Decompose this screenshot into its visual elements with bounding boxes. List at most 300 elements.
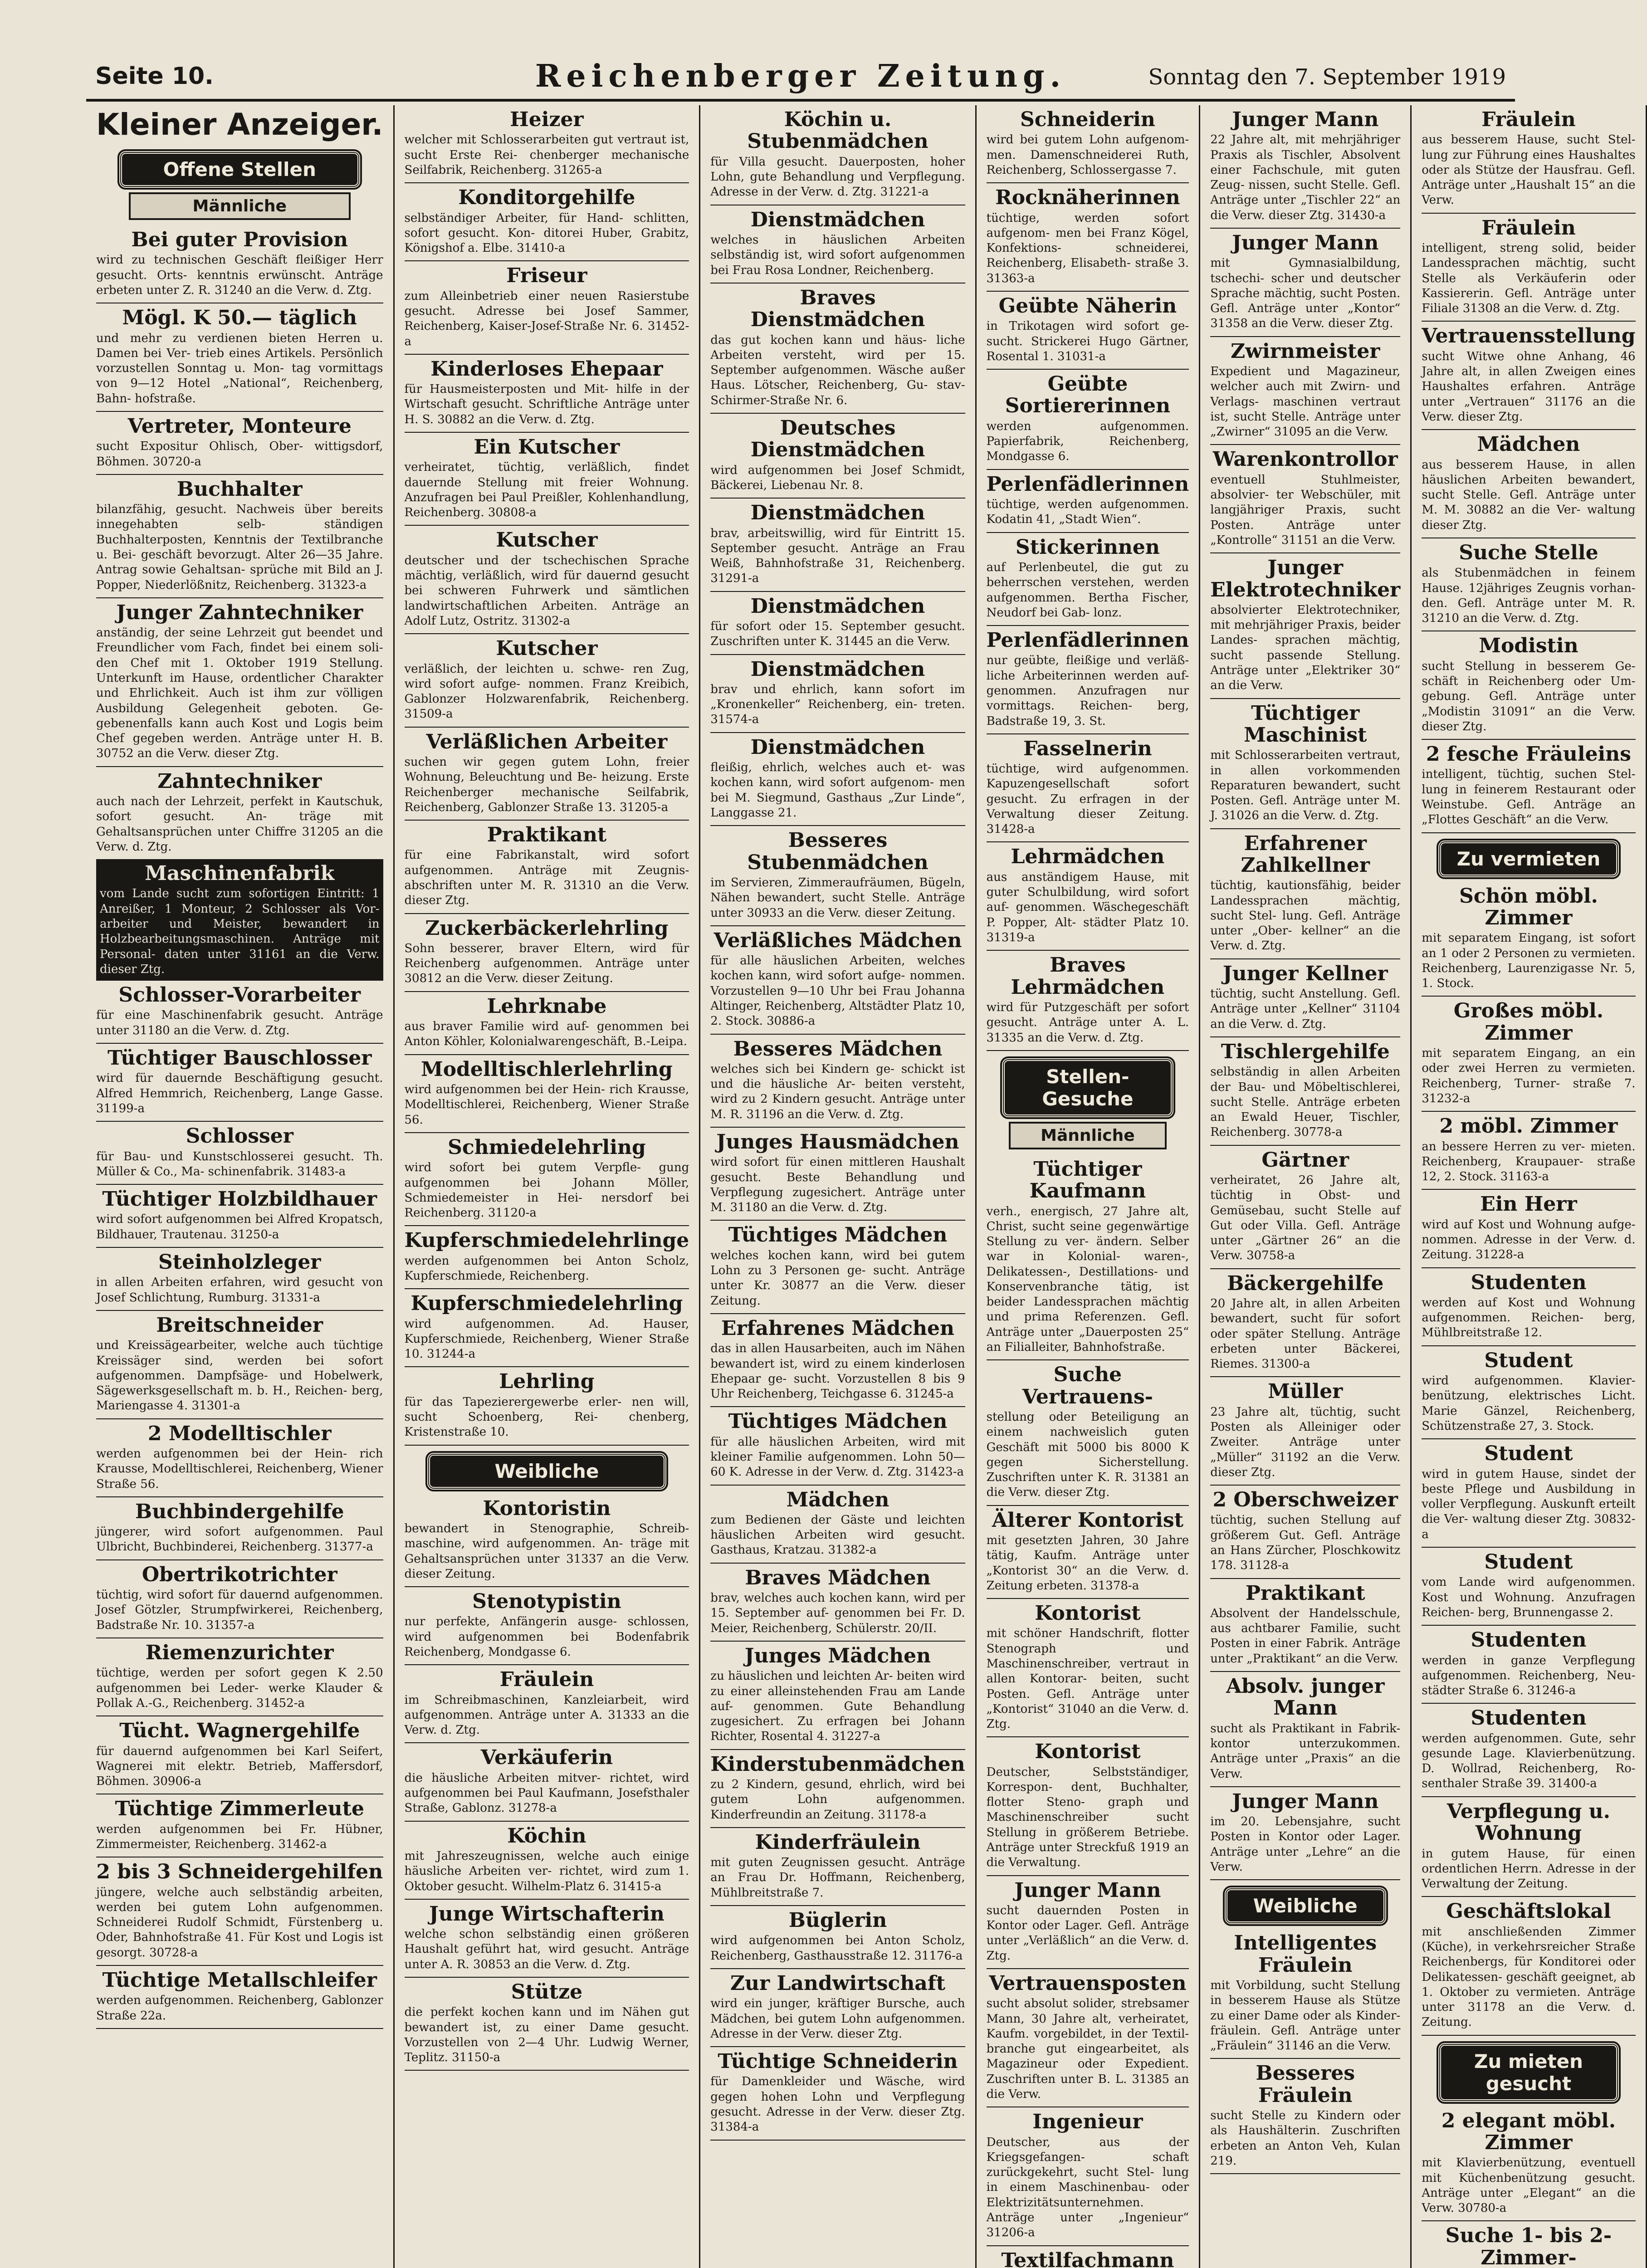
ad-title: Riemenzurichter — [96, 1642, 383, 1664]
ad-title: Kutscher — [405, 529, 689, 551]
ad-text: für alle häuslichen Arbeiten, wird mit kleiner Familie aufgenommen. Lohn 50—60 K. Adresse in der Verw. d. Ztg. 31423-a — [710, 1435, 965, 1480]
ad-text: wird für dauernde Beschäftigung gesucht. Alfred Hemmrich, Reichenberg, Lange Gasse. 31199-a — [96, 1071, 383, 1116]
ad-title: Schmiedelehrling — [405, 1137, 689, 1158]
ad-title: Junger Mann — [1210, 109, 1400, 131]
ad-text: sucht Expositur Ohlisch, Ober- wittigsdorf, Böhmen. 30720-a — [96, 439, 383, 469]
ad-text: verheiratet, 26 Jahre alt, tüchtig in Obst- und Gemüsebau, sucht Stelle auf Gut oder Villa. Gefl. Anträge unter „Gärtner 26“ an die Verw. 30758-a — [1210, 1173, 1400, 1264]
ad-title: Fasselnerin — [987, 738, 1189, 760]
ad-title: Rocknäherinnen — [987, 187, 1189, 209]
classified-ad — [96, 1716, 383, 1794]
ad-title: Schneiderin — [987, 109, 1189, 131]
ad-text: werden aufgenommen bei der Hein- rich Krausse, Modelltischlerei, Reichenberg, Wiener Straße 56. — [96, 1447, 383, 1492]
ad-title: Suche 1- bis 2-Zimmer- — [1422, 2225, 1635, 2268]
classified-ad — [1422, 1112, 1635, 1190]
classified-ad — [710, 1750, 965, 1828]
ad-text: 20 Jahre alt, in allen Arbeiten bewandert, sucht für sofort oder später Stellung. Anträge erbeten unter Bäckerei, Riemes. 31300-a — [1210, 1296, 1400, 1372]
classified-ad — [1422, 430, 1635, 538]
ad-text: sucht Stellung in besserem Ge- schäft in Reichenberg oder Um- gebung. Gefl. Anträge unter „Modistin 31091“ an die Verw. dieser Ztg. — [1422, 659, 1635, 734]
ad-title: Erfahrener Zahlkellner — [1210, 833, 1400, 877]
ad-text: für sofort oder 15. September gesucht. Zuschriften unter K. 31445 an die Verw. — [710, 619, 965, 650]
classified-ad — [96, 860, 383, 981]
classified-column — [395, 105, 701, 2268]
classified-ad — [710, 1906, 965, 1969]
ad-text: die häusliche Arbeiten mitver- richtet, wird aufgenommen bei Paul Kaufmann, Josefsthaler Straße, Gablonz. 31278-a — [405, 1771, 689, 1816]
ad-text: welches in häuslichen Arbeiten selbständig ist, wird sofort aufgenommen bei Frau Rosa Londner, Reichenberg. — [710, 233, 965, 278]
ad-text: eventuell Stuhlmeister, absolvier- ter Webschüler, mit langjähriger Praxis, sucht Posten. Anträge unter „Kontrolle“ 31151 an die Verw. — [1210, 473, 1400, 548]
classified-ad — [710, 1035, 965, 1128]
classified-ad — [710, 1828, 965, 1906]
ad-text: in allen Arbeiten erfahren, wird gesucht von Josef Schlichtung, Rumburg. 31331-a — [96, 1275, 383, 1305]
ad-title: Köchin — [405, 1825, 689, 1847]
classified-ad — [1422, 1704, 1635, 1797]
classified-ad — [405, 1822, 689, 1900]
ad-title: Textilfachmann — [987, 2250, 1189, 2268]
ad-text: für Hausmeisterposten und Mit- hilfe in der Wirtschaft gesucht. Schriftliche Anträge unter H. S. 30882 an die Verw. d. Ztg. — [405, 382, 689, 427]
classified-ad — [405, 1743, 689, 1821]
ad-text: auch nach der Lehrzeit, perfekt in Kautschuk, sofort gesucht. An- träge mit Gehaltsansprüchen unter Chiffre 31205 an die Verw. d. Ztg. — [96, 794, 383, 855]
ad-text: mit gesetzten Jahren, 30 Jahre tätig, Kaufm. Anträge unter „Kontorist 30“ an die Verw. d. Zeitung erbeten. 31378-a — [987, 1533, 1189, 1593]
ad-text: mit Jahreszeugnissen, welche auch einige häusliche Arbeiten ver- richtet, wird zum 1. Oktober gesucht. Wilhelm-Platz 6. 31415-a — [405, 1849, 689, 1894]
classified-ad — [1210, 959, 1400, 1037]
section-heading: Offene Stellen — [119, 151, 360, 188]
ad-title: Tüchtige Schneiderin — [710, 2051, 965, 2072]
ad-title: Verläßliches Mädchen — [710, 930, 965, 952]
ad-text: nur geübte, fleißige und verläß- liche Arbeiterinnen werden auf- genommen. Anzufragen nur vormittags. Reichen- berg, Badstraße 19, 3. St. — [987, 653, 1189, 728]
ad-text: suchen wir gegen gutem Lohn, freier Wohnung, Beleuchtung und Be- heizung. Erste Reichenberger mechanische Seilfabrik, Reichenberg, Gablonzer Straße 13. 31205-a — [405, 755, 689, 815]
ad-title: Verkäuferin — [405, 1747, 689, 1769]
ad-text: wird sofort für einen mittleren Haushalt gesucht. Beste Behandlung und Verpflegung zugesichert. Anträge unter M. 31180 an die Verw. d. Ztg. — [710, 1155, 965, 1215]
ad-text: mit separatem Eingang, ist sofort an 1 oder 2 Personen zu vermieten. Reichenberg, Laurenzigasse Nr. 5, 1. Stock. — [1422, 931, 1635, 991]
ad-text: zum Alleinbetrieb einer neuen Rasierstube gesucht. Adresse bei Josef Sammer, Reichenberg, Kaiser-Josef-Straße Nr. 6. 31452-a — [405, 289, 689, 349]
ad-title: Ein Kutscher — [405, 436, 689, 458]
classified-ad — [987, 626, 1189, 734]
ad-title: Student — [1422, 1551, 1635, 1573]
ad-title: Warenkontrollor — [1210, 449, 1400, 470]
classified-ad — [710, 592, 965, 655]
classified-ad — [96, 1638, 383, 1716]
ad-title: Schlosser — [96, 1125, 383, 1147]
classified-ad — [405, 183, 689, 261]
ad-text: fleißig, ehrlich, welches auch et- was kochen kann, wird sofort aufgenom- men bei M. Siegmund, Gasthaus „Zur Linde“, Langgasse 21. — [710, 760, 965, 821]
ad-title: Mädchen — [1422, 434, 1635, 455]
ad-title: Büglerin — [710, 1910, 965, 1931]
classified-ad — [1210, 1579, 1400, 1672]
ad-text: das gut kochen kann und häus- liche Arbeiten versteht, wird per 15. September aufgenommen. Wäsche außer Haus. Lötscher, Reichenberg, Gu- stav-Schirmer-Straße Nr. 6. — [710, 333, 965, 408]
section-heading: Zu mieten gesucht — [1438, 2043, 1619, 2102]
classified-ad — [710, 655, 965, 733]
classified-ad — [405, 1289, 689, 1367]
classified-ad — [710, 733, 965, 826]
classified-ad — [1210, 105, 1400, 229]
ad-title: Stickerinnen — [987, 537, 1189, 558]
ad-text: für Villa gesucht. Dauerposten, hoher Lohn, gute Behandlung und Verpflegung. Adresse in der Verw. d. Ztg. 31221-a — [710, 155, 965, 200]
ad-title: Perlenfädlerinnen — [987, 630, 1189, 651]
classified-ad — [987, 1360, 1189, 1505]
ad-title: Buchbindergehilfe — [96, 1501, 383, 1523]
ad-title: Zuckerbäckerlehrling — [405, 918, 689, 939]
ad-title: Besseres Fräulein — [1210, 2063, 1400, 2107]
ad-text: wird in gutem Hause, sindet der beste Pflege und Ausbildung in voller Verpflegung. Auskunft erteilt die Ver- waltung dieser Ztg. 30832-a — [1422, 1467, 1635, 1542]
classified-ad — [1422, 538, 1635, 631]
ad-title: Tüchtiges Mädchen — [710, 1224, 965, 1246]
classified-ad — [710, 1642, 965, 1750]
classified-ad — [96, 598, 383, 767]
ad-title: Geübte Sortiererinnen — [987, 373, 1189, 417]
ad-text: zum Bedienen der Gäste und leichten häuslichen Arbeiten wird gesucht. Gasthaus, Kratzau. 31382-a — [710, 1513, 965, 1558]
ad-title: Intelligentes Fräulein — [1210, 1932, 1400, 1976]
ad-title: Zahntechniker — [96, 771, 383, 792]
ad-text: werden aufgenommen bei Anton Scholz, Kupferschmiede, Reichenberg. — [405, 1254, 689, 1284]
classified-ad — [710, 414, 965, 499]
ad-title: Kinderfräulein — [710, 1832, 965, 1853]
ad-text: mit guten Zeugnissen gesucht. Anträge an Frau Dr. Hoffmann, Reichenberg, Mühlbreitstraße 7. — [710, 1855, 965, 1901]
ad-title: Köchin u. Stubenmädchen — [710, 109, 965, 153]
ad-title: Suche Stelle — [1422, 542, 1635, 564]
ad-text: wird aufgenommen bei der Hein- rich Krausse, Modelltischlerei, Reichenberg, Wiener Straße 56. — [405, 1082, 689, 1128]
ad-title: Braves Lehrmädchen — [987, 954, 1189, 998]
ad-title: Vertrauensstellung — [1422, 325, 1635, 347]
ad-title: Kinderstubenmädchen — [710, 1754, 965, 1775]
ad-text: selbständiger Arbeiter, für Hand- schlitten, sofort gesucht. Kon- ditorei Huber, Grabitz, Königshof a. Elbe. 31410-a — [405, 211, 689, 256]
classified-ad — [987, 734, 1189, 843]
classified-ad — [987, 951, 1189, 1051]
ad-text: für eine Fabrikanstalt, wird sofort aufgenommen. Anträge mit Zeugnis- abschriften unter M. R. 31310 an die Verw. dieser Ztg. — [405, 848, 689, 908]
newspaper-title: Reichenberger Zeitung. — [86, 58, 1515, 94]
classified-ad — [405, 433, 689, 526]
ad-title: Bei guter Provision — [96, 229, 383, 251]
ad-text: mit schöner Handschrift, flotter Stenograph und Maschinenschreiber, vertraut in allen Kontorar- beiten, sucht Posten. Gefl. Anträge unter „Kontorist“ 31040 an die Verw. d. Ztg. — [987, 1626, 1189, 1732]
classified-ad — [1422, 322, 1635, 430]
ad-title: Ein Herr — [1422, 1193, 1635, 1215]
ad-text: nur perfekte, Anfängerin ausge- schlossen, wird aufgenommen bei Bodenfabrik Reichenberg, Mondgasse 6. — [405, 1614, 689, 1660]
ad-text: aus anständigem Hause, mit guter Schulbildung, wird sofort auf- genommen. Wäschegeschäft P. Popper, Alt- städter Platz 10. 31319-a — [987, 870, 1189, 945]
ad-text: mit Schlosserarbeiten vertraut, in allen vorkommenden Reparaturen bewandert, sucht Posten. Gefl. Anträge unter M. J. 31026 an die Verw. d. Ztg. — [1210, 748, 1400, 823]
ad-title: Modistin — [1422, 635, 1635, 657]
ad-text: wird aufgenommen bei Anton Scholz, Reichenberg, Gasthausstraße 12. 31176-a — [710, 1933, 965, 1964]
ad-title: Braves Dienstmädchen — [710, 287, 965, 331]
ad-text: werden aufgenommen. Papierfabrik, Reichenberg, Mondgasse 6. — [987, 419, 1189, 464]
ad-title: Praktikant — [405, 824, 689, 846]
classified-ad — [405, 1133, 689, 1226]
ad-title: Fräulein — [405, 1669, 689, 1691]
subsection-heading: Männliche — [129, 192, 351, 220]
ad-text: das in allen Hausarbeiten, auch im Nähen bewandert ist, wird zu einem kinderlosen Ehepaar ge- sucht. Vorzustellen 8 bis 9 Uhr Reichenberg, Teichgasse 6. 31245-a — [710, 1341, 965, 1402]
ad-title: Junger Elektrotechniker — [1210, 557, 1400, 601]
classified-ad — [1210, 1037, 1400, 1146]
classified-ad — [987, 2107, 1189, 2246]
ad-text: absolvierter Elektrotechniker, mit mehrjähriger Praxis, beider Landes- sprachen mächtig, sucht passende Stellung. Anträge unter „Elektriker 30“ an die Verw. — [1210, 603, 1400, 694]
ad-title: Konditorgehilfe — [405, 187, 689, 209]
ad-title: Mögl. K 50.— täglich — [96, 307, 383, 329]
classified-ad — [710, 1564, 965, 1642]
ad-title: Student — [1422, 1443, 1635, 1465]
ad-text: brav, arbeitswillig, wird für Eintritt 15. September gesucht. Anträge an Frau Weiß, Bahnhofstraße 31, Reichenberg. 31291-a — [710, 526, 965, 587]
ad-text: bewandert in Stenographie, Schreib- maschine, wird aufgenommen. An- träge mit Gehaltsansprüchen unter 31337 an die Verw. dieser Zeitung. — [405, 1521, 689, 1582]
ad-text: wird aufgenommen bei Josef Schmidt, Bäckerei, Liebenau Nr. 8. — [710, 463, 965, 494]
classified-ad — [987, 533, 1189, 626]
classified-ad — [987, 105, 1189, 183]
ad-text: welches sich bei Kindern ge- schickt ist und die häusliche Ar- beiten versteht, wird zu 2 Kindern gesucht. Anträge unter M. R. 31196 an die Verw. d. Ztg. — [710, 1062, 965, 1122]
classified-ad — [1422, 1190, 1635, 1268]
classified-ad — [96, 1966, 383, 2029]
classified-ad — [710, 499, 965, 591]
classified-column — [1200, 105, 1412, 2268]
ad-text: für alle häuslichen Arbeiten, welches kochen kann, wird sofort aufge- nommen. Vorzustellen 9—10 Uhr bei Frau Johanna Altinger, Reichenberg, Altstädter Platz 10, 2. Stock. 30886-a — [710, 953, 965, 1029]
ad-title: Tüchtiger Kaufmann — [987, 1158, 1189, 1202]
ad-text: Deutscher, Selbstständiger, Korrespon- dent, Buchhalter, flotter Steno- graph und Maschinenschreiber sucht Stellung in größerem Betriebe. Anträge unter Streckfuß 1919 an die Verwaltung. — [987, 1765, 1189, 1871]
classified-ad — [1422, 2107, 1635, 2222]
ad-text: welches kochen kann, wird bei gutem Lohn zu 3 Personen ge- sucht. Anträge unter Kr. 30877 an die Verw. dieser Zeitung. — [710, 1248, 965, 1309]
classified-ad — [1210, 1787, 1400, 1880]
classified-ad — [96, 1794, 383, 1857]
ad-title: Junges Mädchen — [710, 1645, 965, 1667]
classified-ad — [96, 1185, 383, 1248]
ad-text: für eine Maschinenfabrik gesucht. Anträge unter 31180 an die Verw. d. Ztg. — [96, 1008, 383, 1038]
classified-ad — [1422, 214, 1635, 322]
ad-text: tüchtig, kautionsfähig, beider Landessprachen mächtig, sucht Stel- lung. Gefl. Anträge unter „Ober- kellner“ an die Verw. d. Ztg. — [1210, 878, 1400, 953]
classified-ad — [96, 475, 383, 598]
ad-text: als Stubenmädchen in feinem Hause. 12jähriges Zeugnis vorhan- den. Gefl. Anträge unter M. R. 31210 an die Verw. d. Ztg. — [1422, 566, 1635, 626]
classified-ad — [96, 1311, 383, 1419]
ad-title: Buchhalter — [96, 479, 383, 500]
classified-ad — [405, 526, 689, 634]
ad-title: Fräulein — [1422, 109, 1635, 131]
ad-title: Vertrauensposten — [987, 1973, 1189, 1994]
ad-text: wird auf Kost und Wohnung aufge- nommen. Adresse in der Verw. d. Zeitung. 31228-a — [1422, 1217, 1635, 1263]
ad-title: Zur Landwirtschaft — [710, 1973, 965, 1994]
classified-ad — [405, 1900, 689, 1978]
ad-title: 2 Modelltischler — [96, 1423, 383, 1445]
classified-ad — [1210, 553, 1400, 699]
classified-ad — [405, 105, 689, 183]
ad-title: Perlenfädlerinnen — [987, 474, 1189, 495]
ad-text: mit Vorbildung, sucht Stellung in besserem Hause als Stütze zu einer Dame oder als Kinder- fräulein. Gefl. Anträge unter „Fräulein“ 31146 an die Verw. — [1210, 1978, 1400, 2053]
subsection-heading: Männliche — [1009, 1122, 1166, 1149]
ad-text: werden in ganze Verpflegung aufgenommen. Reichenberg, Neu- städter Straße 6. 31246-a — [1422, 1653, 1635, 1699]
ad-title: Tüchtiger Holzbildhauer — [96, 1188, 383, 1210]
ad-text: tüchtige, wird aufgenommen. Kapuzengesellschaft sofort gesucht. Zu erfragen in der Verwaltung dieser Zeitung. 31428-a — [987, 762, 1189, 837]
section-masthead: Kleiner Anzeiger. — [96, 107, 383, 142]
classified-ad — [987, 1969, 1189, 2107]
ad-text: werden aufgenommen. Reichenberg, Gablonzer Straße 22a. — [96, 1993, 383, 2024]
ad-text: im 20. Lebensjahre, sucht Posten in Kontor oder Lager. Anträge unter „Lehre“ an die Verw. — [1210, 1814, 1400, 1875]
ad-text: an bessere Herren zu ver- mieten. Reichenberg, Kraupauer- straße 12, 2. Stock. 31163-a — [1422, 1139, 1635, 1185]
ad-title: Müller — [1210, 1381, 1400, 1403]
ad-title: Student — [1422, 1350, 1635, 1372]
section-heading: Zu vermieten — [1438, 841, 1619, 877]
ad-title: Dienstmädchen — [710, 659, 965, 680]
ad-title: Gärtner — [1210, 1149, 1400, 1171]
ad-text: und mehr zu verdienen bieten Herren u. Damen bei Ver- trieb eines Artikels. Persönlich vorzustellen Sonntag u. Mon- tag vormittags von 9—12 Hotel „National“, Reichenberg, Bahn- hofstraße. — [96, 331, 383, 406]
classified-ad — [405, 1665, 689, 1743]
classified-ad — [710, 1221, 965, 1314]
classified-ad — [1422, 2221, 1635, 2268]
ad-text: zu häuslichen und leichten Ar- beiten wird zu einer alleinstehenden Frau am Lande auf- genommen. Gute Behandlung zugesichert. Zu erfragen bei Johann Richter, Rosental 4. 31227-a — [710, 1669, 965, 1744]
ad-text: wird für Putzgeschäft per sofort gesucht. Anträge unter A. L. 31335 an die Verw. d. Ztg. — [987, 1000, 1189, 1046]
ad-text: welche schon selbständig einen größeren Haushalt geführt hat, wird gesucht. Anträge unter A. R. 30853 an die Verw. d. Ztg. — [405, 1927, 689, 1972]
ad-text: verh., energisch, 27 Jahre alt, Christ, sucht seine gegenwärtige Stellung zu ver- ändern. Selber war in Kolonial- waren-, Delikatessen-, Destillations- und Konservenbranche tätig, ist beider Landessprachen mächtig und prima Referenzen. Gefl. Anträge unter „Dauerposten 25“ an Filialleiter, Bahnhofstraße. — [987, 1204, 1189, 1355]
ad-text: deutscher und der tschechischen Sprache mächtig, verläßlich, wird für dauernd gesucht bei schweren Fuhrwerk und sämtlichen landwirtschaftlichen Arbeiten. Anträge an Adolf Lutz, Ostritz. 31302-a — [405, 553, 689, 629]
ad-text: Expedient und Magazineur, welcher auch mit Zwirn- und Verlags- maschinen vertraut ist, sucht Stelle. Anträge unter „Zwirner“ 31095 an die Verw. — [1210, 364, 1400, 440]
classified-ad — [710, 1314, 965, 1407]
ad-title: Lehrmädchen — [987, 846, 1189, 868]
ad-text: im Servieren, Zimmeraufräumen, Bügeln, Nähen bewandert, sucht Stelle. Anträge unter 30933 an die Verw. dieser Zeitung. — [710, 875, 965, 921]
ad-text: aus braver Familie wird auf- genommen bei Anton Köhler, Kolonialwarengeschäft, B.-Leipa. — [405, 1019, 689, 1050]
classified-ad — [96, 412, 383, 475]
classified-ad — [1210, 1929, 1400, 2059]
ad-text: Deutscher, aus der Kriegsgefangen- schaft zurückgekehrt, sucht Stel- lung in einem Maschinenbau- oder Elektrizitätsunternehmen. Anträge unter „Ingenieur“ 31206-a — [987, 2135, 1189, 2241]
ad-title: Kontorist — [987, 1603, 1189, 1624]
classified-ad — [405, 1367, 689, 1445]
classified-column — [977, 105, 1201, 2268]
ad-text: und Kreissägearbeiter, welche auch tüchtige Kreissäger sind, werden bei sofort aufgenommen. Dampfsäge- und Hobelwerk, Sägewerksgesellschaft m. b. H., Reichen- berg, Mariengasse 4. 31301-a — [96, 1338, 383, 1413]
classified-ad — [1422, 1897, 1635, 2035]
ad-title: Verpflegung u. Wohnung — [1422, 1801, 1635, 1845]
ad-text: sucht absolut solider, strebsamer Mann, 30 Jahre alt, verheiratet, Kaufm. vorgebildet, in der Textil- branche gut eingearbeitet, als Magazineur oder Expedient. Zuschriften unter B. L. 31385 an die Verw. — [987, 1996, 1189, 2102]
ad-text: werden auf Kost und Wohnung aufgenommen. Reichen- berg, Mühlbreitstraße 12. — [1422, 1295, 1635, 1341]
ad-title: Stütze — [405, 1981, 689, 2003]
ad-text: jüngerer, wird sofort aufgenommen. Paul Ulbricht, Buchbinderei, Reichenberg. 31377-a — [96, 1525, 383, 1555]
ad-text: in gutem Hause, für einen ordentlichen Herrn. Adresse in der Verwaltung der Zeitung. — [1422, 1847, 1635, 1892]
classified-ad — [1210, 445, 1400, 553]
classified-ad — [96, 1419, 383, 1497]
classified-ad — [1422, 105, 1635, 214]
ad-title: Studenten — [1422, 1272, 1635, 1294]
ad-title: Kupferschmiedelehrlinge — [405, 1230, 689, 1251]
classified-ad — [405, 992, 689, 1055]
ad-title: Kutscher — [405, 638, 689, 660]
ad-text: wird bei gutem Lohn aufgenom- men. Damenschneiderei Ruth, Reichenberg, Schlossergasse 7. — [987, 132, 1189, 178]
ad-text: werden aufgenommen bei Fr. Hübner, Zimmermeister, Reichenberg. 31462-a — [96, 1822, 383, 1853]
section-heading: Weibliche — [427, 1453, 666, 1490]
ad-title: 2 möbl. Zimmer — [1422, 1115, 1635, 1137]
ad-title: Junge Wirtschafterin — [405, 1903, 689, 1925]
classified-ad — [987, 1737, 1189, 1876]
classified-column — [86, 105, 395, 2268]
classified-ad — [710, 1969, 965, 2047]
classified-ad — [1422, 997, 1635, 1112]
ad-title: Geschäftslokal — [1422, 1901, 1635, 1922]
ad-title: Kontorist — [987, 1741, 1189, 1763]
classified-ad — [96, 981, 383, 1044]
classified-ad — [96, 1497, 383, 1560]
classified-ad — [405, 914, 689, 992]
classified-ad — [405, 1587, 689, 1665]
ad-title: Junger Mann — [987, 1880, 1189, 1901]
ad-text: die perfekt kochen kann und im Nähen gut bewandert ist, zu einer Dame gesucht. Vorzustellen von 2—4 Uhr. Ludwig Werner, Teplitz. 31150-a — [405, 2005, 689, 2065]
classified-ad — [96, 767, 383, 860]
ad-title: Ingenieur — [987, 2111, 1189, 2133]
classified-ad — [1210, 337, 1400, 445]
ad-text: wird sofort bei gutem Verpfle- gung aufgenommen bei Johann Möller, Schmiedemeister in Hei- nersdorf bei Reichenberg. 31120-a — [405, 1160, 689, 1221]
ad-title: Breitschneider — [96, 1315, 383, 1336]
ad-title: Dienstmädchen — [710, 596, 965, 617]
ad-title: Zwirnmeister — [1210, 341, 1400, 362]
ad-title: Älterer Kontorist — [987, 1510, 1189, 1531]
ad-title: Mädchen — [710, 1489, 965, 1511]
page-number: Seite 10. — [95, 63, 214, 90]
classified-ad — [987, 183, 1189, 292]
ad-text: vom Lande sucht zum sofortigen Eintritt: 1 Anreißer, 1 Monteur, 2 Schlosser als Vor- arbeiter und Meister, bewandert in Holzbearbeitungsmaschinen. Anträge mit Personal- daten unter 31161 an die Verw. dieser Ztg. — [100, 886, 380, 977]
ad-text: tüchtige, werden aufgenommen. Kodatin 41, „Stadt Wien“. — [987, 497, 1189, 528]
ad-title: Lehrknabe — [405, 996, 689, 1017]
ad-text: sucht dauernden Posten in Kontor oder Lager. Gefl. Anträge unter „Verläßlich“ an die Verw. d. Ztg. — [987, 1903, 1189, 1964]
classified-ad — [1422, 740, 1635, 833]
ad-text: verläßlich, der leichten u. schwe- ren Zug, wird sofort aufge- nommen. Franz Kreibich, Gablonzer Holzwarenfabrik, Reichenberg. 31509-a — [405, 662, 689, 722]
ad-title: Geübte Näherin — [987, 295, 1189, 317]
classified-ad — [96, 225, 383, 303]
ad-title: Steinholzleger — [96, 1251, 383, 1273]
classified-ad — [405, 1055, 689, 1133]
ad-text: auf Perlenbeutel, die gut zu beherrschen verstehen, werden aufgenommen. Bertha Fischer, Neudorf bei Gab- lonz. — [987, 560, 1189, 621]
ad-title: Absolv. junger Mann — [1210, 1676, 1400, 1720]
ad-text: bilanzfähig, gesucht. Nachweis über bereits innegehabten selb- ständigen Buchhalterposten, Kenntnis der Textilbranche u. Bei- geschäft bevorzugt. Alter 26—35 Jahre. Antrag sowie Gehaltsan- sprüche mit Bild an J. Popper, Niederlößnitz, Reichenberg. 31323-a — [96, 502, 383, 593]
classified-ad — [710, 2047, 965, 2140]
ad-text: sucht Stelle zu Kindern oder als Haushälterin. Zuschriften erbeten an Anton Veh, Kulan 219. — [1210, 2108, 1400, 2169]
ad-text: werden aufgenommen. Gute, sehr gesunde Lage. Klavierbenützung. D. Wollrad, Reichenberg, Ro- senthaler Straße 39. 31400-a — [1422, 1731, 1635, 1792]
ad-text: tüchtige, werden sofort aufgenom- men bei Franz Kögel, Konfektions- schneiderei, Reichenberg, Elisabeth- straße 3. 31363-a — [987, 211, 1189, 286]
ad-title: 2 Oberschweizer — [1210, 1489, 1400, 1511]
ad-title: Lehrling — [405, 1371, 689, 1393]
ad-title: Braves Mädchen — [710, 1567, 965, 1589]
ad-title: Tücht. Wagnergehilfe — [96, 1720, 383, 1742]
classified-ad — [987, 2246, 1189, 2268]
classified-ad — [405, 634, 689, 727]
classified-ad — [96, 1248, 383, 1311]
section-heading: Stellen-Gesuche — [1002, 1058, 1173, 1117]
classified-ad — [987, 1506, 1189, 1599]
ad-title: Friseur — [405, 265, 689, 287]
ad-title: Tüchtiger Maschinist — [1210, 703, 1400, 747]
ad-title: 2 fesche Fräuleins — [1422, 743, 1635, 765]
ad-text: wird sofort aufgenommen bei Alfred Kropatsch, Bildhauer, Trautenau. 31250-a — [96, 1212, 383, 1242]
ad-title: Obertrikotrichter — [96, 1564, 383, 1586]
ad-text: Absolvent der Handelsschule, aus achtbarer Familie, sucht Posten in einer Fabrik. Anträge unter „Praktikant“ an die Verw. — [1210, 1606, 1400, 1667]
ad-text: für dauernd aufgenommen bei Karl Seifert, Wagnerei mit elektr. Betrieb, Maffersdorf, Böhmen. 30906-a — [96, 1744, 383, 1789]
classified-ad — [96, 1560, 383, 1638]
classified-ad — [1210, 699, 1400, 829]
classified-ad — [405, 355, 689, 433]
ad-title: Studenten — [1422, 1707, 1635, 1729]
ad-text: sucht als Praktikant in Fabrik- kontor unterzukommen. Anträge unter „Praxis“ an die Verw. — [1210, 1721, 1400, 1782]
ad-title: Dienstmädchen — [710, 737, 965, 758]
classified-column — [700, 105, 976, 2268]
ad-text: sucht Witwe ohne Anhang, 46 Jahre alt, in allen Zweigen eines Haushaltes erfahren. Anträge unter „Vertrauen“ 31176 an die Verw. dieser Ztg. — [1422, 349, 1635, 425]
ad-title: Tüchtiges Mädchen — [710, 1411, 965, 1432]
ad-title: Junger Mann — [1210, 1791, 1400, 1813]
ad-text: welcher mit Schlosserarbeiten gut vertraut ist, sucht Erste Rei- chenberger mechanische Seilfabrik, Reichenberg. 31265-a — [405, 132, 689, 178]
classified-ad — [1422, 631, 1635, 740]
ad-title: Besseres Stubenmädchen — [710, 830, 965, 874]
classified-ad — [96, 303, 383, 412]
classified-ad — [710, 105, 965, 205]
ad-text: 23 Jahre alt, tüchtig, sucht Posten als Alleiniger oder Zweiter. Anträge unter „Müller“ 31192 an die Verw. dieser Ztg. — [1210, 1405, 1400, 1480]
ad-text: vom Lande wird aufgenommen. Kost und Wohnung. Anzufragen Reichen- berg, Brunnengasse 2. — [1422, 1575, 1635, 1620]
ad-text: intelligent, tüchtig, suchen Stel- lung in feinerem Restaurant oder Weinstube. Gefl. Anträge an „Flottes Geschäft“ an die Verw. — [1422, 767, 1635, 827]
ad-title: Deutsches Dienstmädchen — [710, 417, 965, 461]
ad-title: Kinderloses Ehepaar — [405, 358, 689, 380]
classified-ad — [1210, 1146, 1400, 1269]
classified-ad — [405, 1494, 689, 1587]
ad-title: Praktikant — [1210, 1583, 1400, 1604]
ad-title: Besseres Mädchen — [710, 1038, 965, 1060]
classified-ad — [987, 842, 1189, 951]
classified-ad — [1210, 1377, 1400, 1486]
ad-text: 22 Jahre alt, mit mehrjähriger Praxis als Tischler, Absolvent einer Fachschule, mit guten Zeug- nissen, sucht Stelle. Gefl. Anträge unter „Tischler 22“ an die Verw. dieser Ztg. 31430-a — [1210, 132, 1400, 223]
classified-ad — [405, 1978, 689, 2071]
classified-ad — [710, 1407, 965, 1485]
classified-ad — [1210, 1269, 1400, 1378]
